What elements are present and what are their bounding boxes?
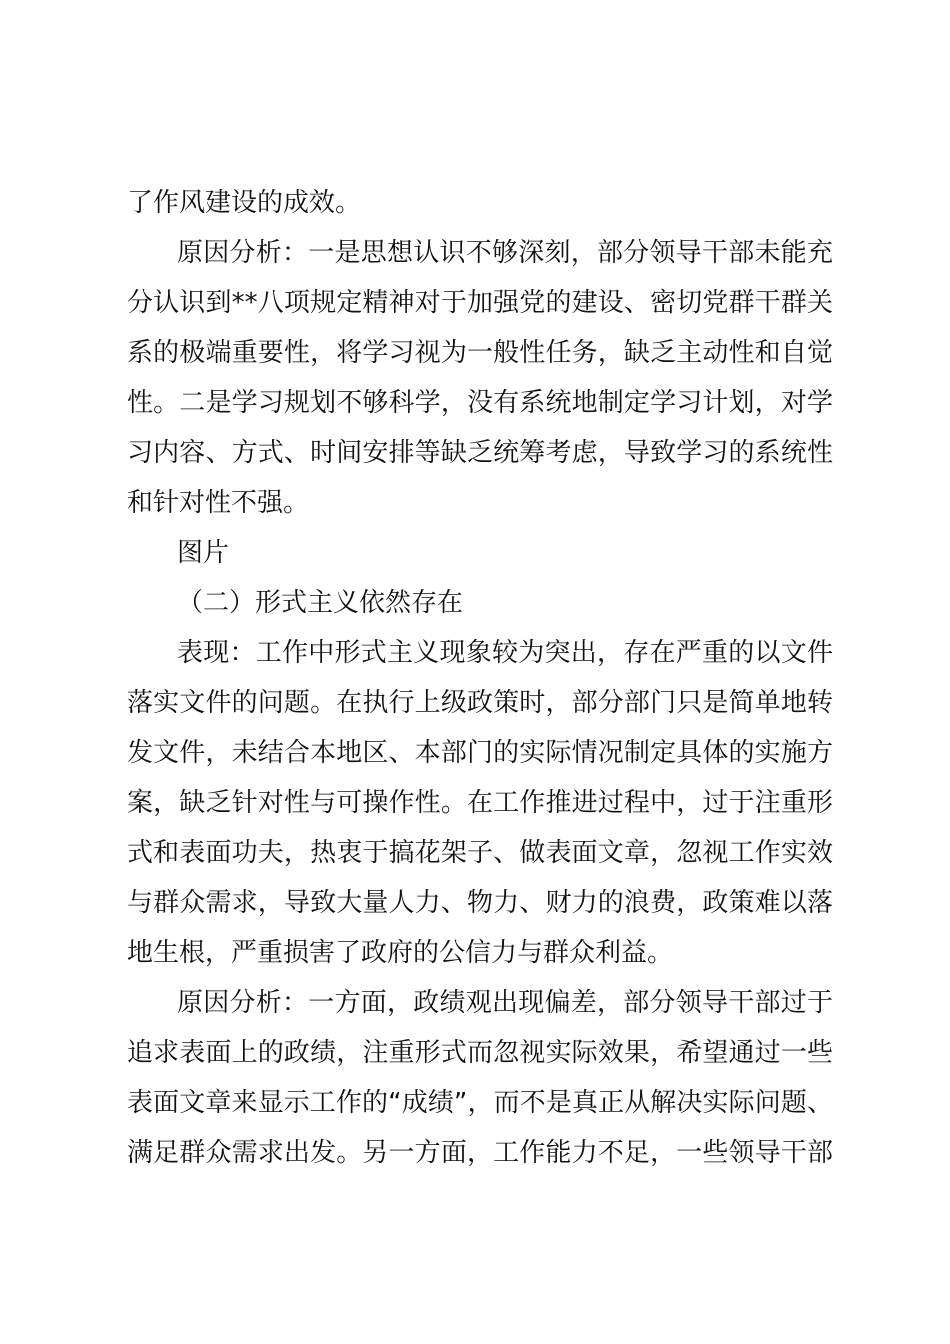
text-line: 表现：工作中形式主义现象较为突出，存在严重的以文件 <box>177 638 833 668</box>
text-line: 案，缺乏针对性与可操作性。在工作推进过程中，过于注重形 <box>127 788 833 818</box>
text-line: 习内容、方式、时间安排等缺乏统筹考虑，导致学习的系统性 <box>127 438 833 468</box>
text-line: 了作风建设的成效。 <box>127 188 362 218</box>
text-line: 分认识到**八项规定精神对于加强党的建设、密切党群干群关 <box>127 288 833 318</box>
text-line: 落实文件的问题。在执行上级政策时，部分部门只是简单地转 <box>127 688 833 718</box>
text-line: 和针对性不强。 <box>127 488 310 518</box>
text-line: 式和表面功夫，热衷于搞花架子、做表面文章，忽视工作实效 <box>127 838 833 868</box>
text-line: 发文件，未结合本地区、本部门的实际情况制定具体的实施方 <box>127 738 833 768</box>
text-line: 地生根，严重损害了政府的公信力与群众利益。 <box>127 938 674 968</box>
text-line: 原因分析：一是思想认识不够深刻，部分领导干部未能充 <box>177 238 833 268</box>
text-line: 追求表面上的政绩，注重形式而忽视实际效果，希望通过一些 <box>127 1038 833 1068</box>
text-line: 原因分析：一方面，政绩观出现偏差，部分领导干部过于 <box>177 988 833 1018</box>
image-placeholder-label: 图片 <box>177 538 230 568</box>
text-line: 系的极端重要性，将学习视为一般性任务，缺乏主动性和自觉 <box>127 338 833 368</box>
text-line: 性。二是学习规划不够科学，没有系统地制定学习计划，对学 <box>127 388 833 418</box>
document-body <box>127 178 833 1178</box>
section-heading: （二）形式主义依然存在 <box>177 588 464 618</box>
text-line: 表面文章来显示工作的“成绩”，而不是真正从解决实际问题、 <box>127 1088 833 1118</box>
text-line: 满足群众需求出发。另一方面，工作能力不足，一些领导干部 <box>127 1138 833 1168</box>
text-line: 与群众需求，导致大量人力、物力、财力的浪费，政策难以落 <box>127 888 833 918</box>
